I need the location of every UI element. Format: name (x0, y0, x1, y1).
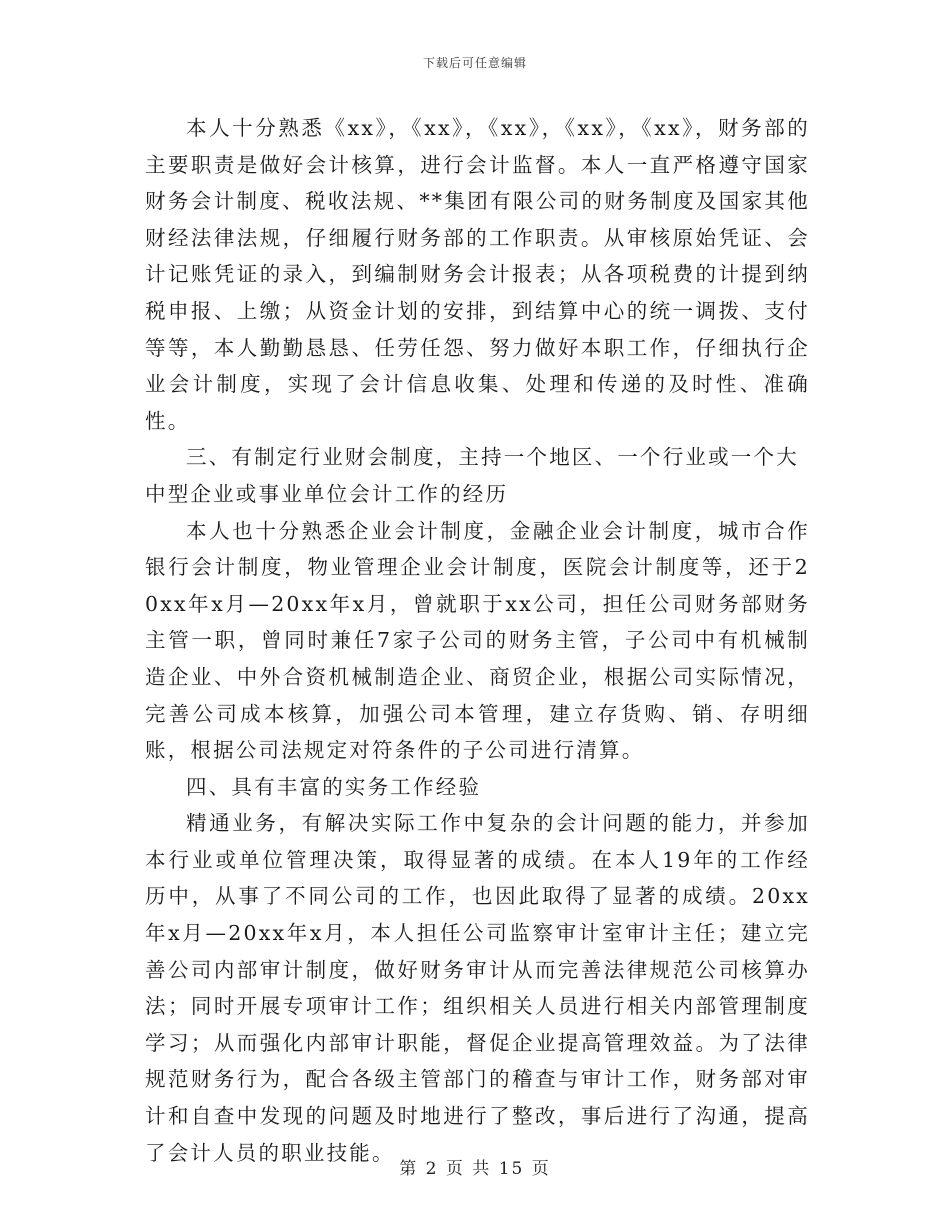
header-note: 下载后可任意编辑 (422, 56, 527, 70)
section-heading-three: 三、有制定行业财会制度，主持一个地区、一个行业或一个大中型企业或事业单位会计工作的经历 (145, 445, 799, 506)
paragraph-responsibilities: 本人十分熟悉《xx》，《xx》，《xx》，《xx》，《xx》，财务部的主要职责是做好会计核算，进行会计监督。本人一直严格遵守国家财务会计制度、税收法规、**集团有限公司的财务制度及国家其他财经法律法规，仔细履行财务部的工作职责。从审核原始凭证、会计记账凭证的录入，到编制财务会计报表；从各项税费的计提到纳税申报、上缴；从资金计划的安排，到结算中心的统一调拨、支付等等，本人勤勤恳恳、任劳任怨、努力做好本职工作，仔细执行企业会计制度，实现了会计信息收集、处理和传递的及时性、准确性。 (145, 116, 810, 433)
paragraph-practical-experience: 精通业务，有解决实际工作中复杂的会计问题的能力，并参加本行业或单位管理决策，取得显著的成绩。在本人19年的工作经历中，从事了不同公司的工作，也因此取得了显著的成绩。20xx年x月—20xx年x月，本人担任公司监察审计室审计主任；建立完善公司内部审计制度，做好财务审计从而完善法律规范公司核算办法；同时开展专项审计工作；组织相关人员进行相关内部管理制度学习；从而强化内部审计职能，督促企业提高管理效益。为了法律规范财务行为，配合各级主管部门的稽查与审计工作，财务部对审计和自查中发现的问题及时地进行了整改，事后进行了沟通，提高了会计人员的职业技能。 (145, 811, 810, 1165)
document-body (145, 110, 810, 1171)
paragraph-accounting-systems: 本人也十分熟悉企业会计制度，金融企业会计制度，城市合作银行会计制度，物业管理企业会计制度，医院会计制度等，还于20xx年x月—20xx年x月，曾就职于xx公司，担任公司财务部财务主管一职，曾同时兼任7家子公司的财务主管，子公司中有机械制造企业、中外合资机械制造企业、商贸企业，根据公司实际情况，完善公司成本核算，加强公司本管理，建立存货购、销、存明细账，根据公司法规定对符条件的子公司进行清算。 (145, 518, 810, 763)
section-heading-four: 四、具有丰富的实务工作经验 (186, 774, 482, 799)
page-number-footer: 第 2 页 共 15 页 (399, 1159, 551, 1179)
